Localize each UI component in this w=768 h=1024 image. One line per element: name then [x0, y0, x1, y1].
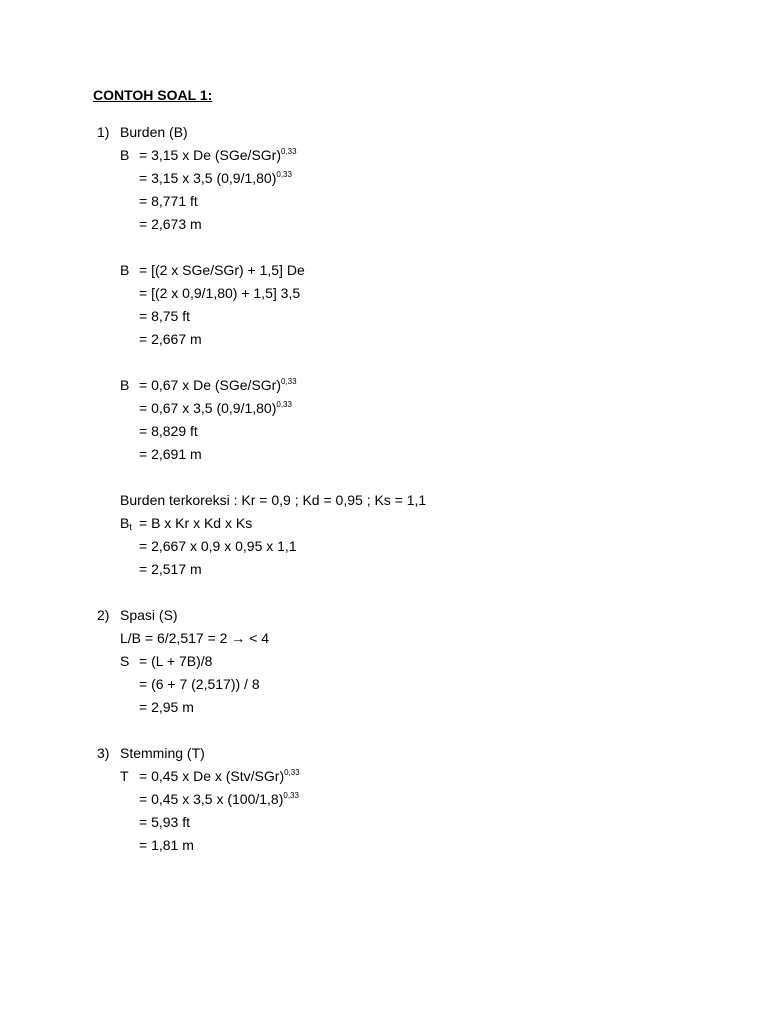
equation-line [139, 420, 198, 443]
section-number: 1) [97, 124, 110, 140]
equation-line [139, 190, 198, 213]
equation-text: = 5,93 ft [139, 814, 190, 830]
variable-symbol: B [120, 515, 130, 531]
variable-symbol: T [120, 768, 129, 784]
equation-text: = 2,667 m [139, 331, 202, 347]
equation-line [139, 443, 202, 466]
equation-line [139, 535, 297, 558]
equation-text: = 0,67 x 3,5 (0,9/1,80) [139, 400, 277, 416]
equation-text: = 2,95 m [139, 699, 194, 715]
equation-text: = 0,45 x De x (Stv/SGr) [139, 768, 285, 784]
exponent: 0,33 [281, 147, 297, 156]
equation-text: L/B = 6/2,517 = 2 → < 4 [120, 630, 270, 646]
equation-line [120, 627, 269, 650]
equation-line [139, 673, 260, 696]
equation-line [139, 213, 202, 236]
equation-line [139, 167, 292, 190]
variable-symbol: S [120, 653, 130, 669]
variable-symbol: B [120, 147, 130, 163]
equation-line [139, 512, 252, 535]
equation-variable [120, 650, 129, 673]
equation-line [139, 374, 297, 397]
equation-line [139, 696, 194, 719]
equation-text: = 3,15 x 3,5 (0,9/1,80) [139, 170, 277, 186]
equation-line [139, 811, 190, 834]
equation-text: = 1,81 m [139, 837, 194, 853]
equation-text: = 0,45 x 3,5 x (100/1,8) [139, 791, 284, 807]
equation-line [139, 282, 300, 305]
exponent: 0,33 [281, 377, 297, 386]
equation-text: = 2,517 m [139, 561, 202, 577]
section-heading: Stemming (T) [120, 745, 205, 761]
equation-line [139, 834, 194, 857]
equation-text: = 2,691 m [139, 446, 202, 462]
equation-line [139, 765, 300, 788]
exponent: 0,33 [283, 791, 299, 800]
section-heading: Spasi (S) [120, 607, 178, 623]
equation-text: Burden terkoreksi : Kr = 0,9 ; Kd = 0,95 ; Ks = 1,1 [120, 492, 427, 508]
equation-line [139, 558, 202, 581]
equation-variable [120, 765, 129, 788]
equation-variable [120, 144, 129, 167]
equation-line [139, 328, 202, 351]
variable-symbol: B [120, 262, 130, 278]
equation-text: = 8,771 ft [139, 193, 198, 209]
section-number: 3) [97, 745, 110, 761]
equation-text: = (L + 7B)/8 [139, 653, 213, 669]
exponent: 0,33 [276, 170, 292, 179]
equation-line [139, 259, 305, 282]
equation-variable [120, 512, 132, 535]
document-title: CONTOH SOAL 1: [93, 87, 213, 103]
equation-line [139, 788, 299, 811]
equation-text: = [(2 x 0,9/1,80) + 1,5] 3,5 [139, 285, 301, 301]
equation-line [120, 489, 426, 512]
equation-text: = B x Kr x Kd x Ks [139, 515, 253, 531]
section-number: 2) [97, 607, 110, 623]
equation-line [139, 650, 212, 673]
equation-text: = (6 + 7 (2,517)) / 8 [139, 676, 260, 692]
equation-text: = 2,667 x 0,9 x 0,95 x 1,1 [139, 538, 297, 554]
equation-text: = 0,67 x De (SGe/SGr) [139, 377, 281, 393]
section-heading: Burden (B) [120, 124, 188, 140]
variable-subscript: t [129, 522, 132, 532]
equation-variable [120, 259, 129, 282]
equation-text: = [(2 x SGe/SGr) + 1,5] De [139, 262, 305, 278]
equation-text: = 3,15 x De (SGe/SGr) [139, 147, 281, 163]
equation-text: = 2,673 m [139, 216, 202, 232]
exponent: 0,33 [284, 768, 300, 777]
equation-line [139, 144, 297, 167]
equation-text: = 8,75 ft [139, 308, 190, 324]
exponent: 0,33 [276, 400, 292, 409]
equation-text: = 8,829 ft [139, 423, 198, 439]
equation-line [139, 397, 292, 420]
variable-symbol: B [120, 377, 130, 393]
equation-variable [120, 374, 129, 397]
equation-line [139, 305, 190, 328]
